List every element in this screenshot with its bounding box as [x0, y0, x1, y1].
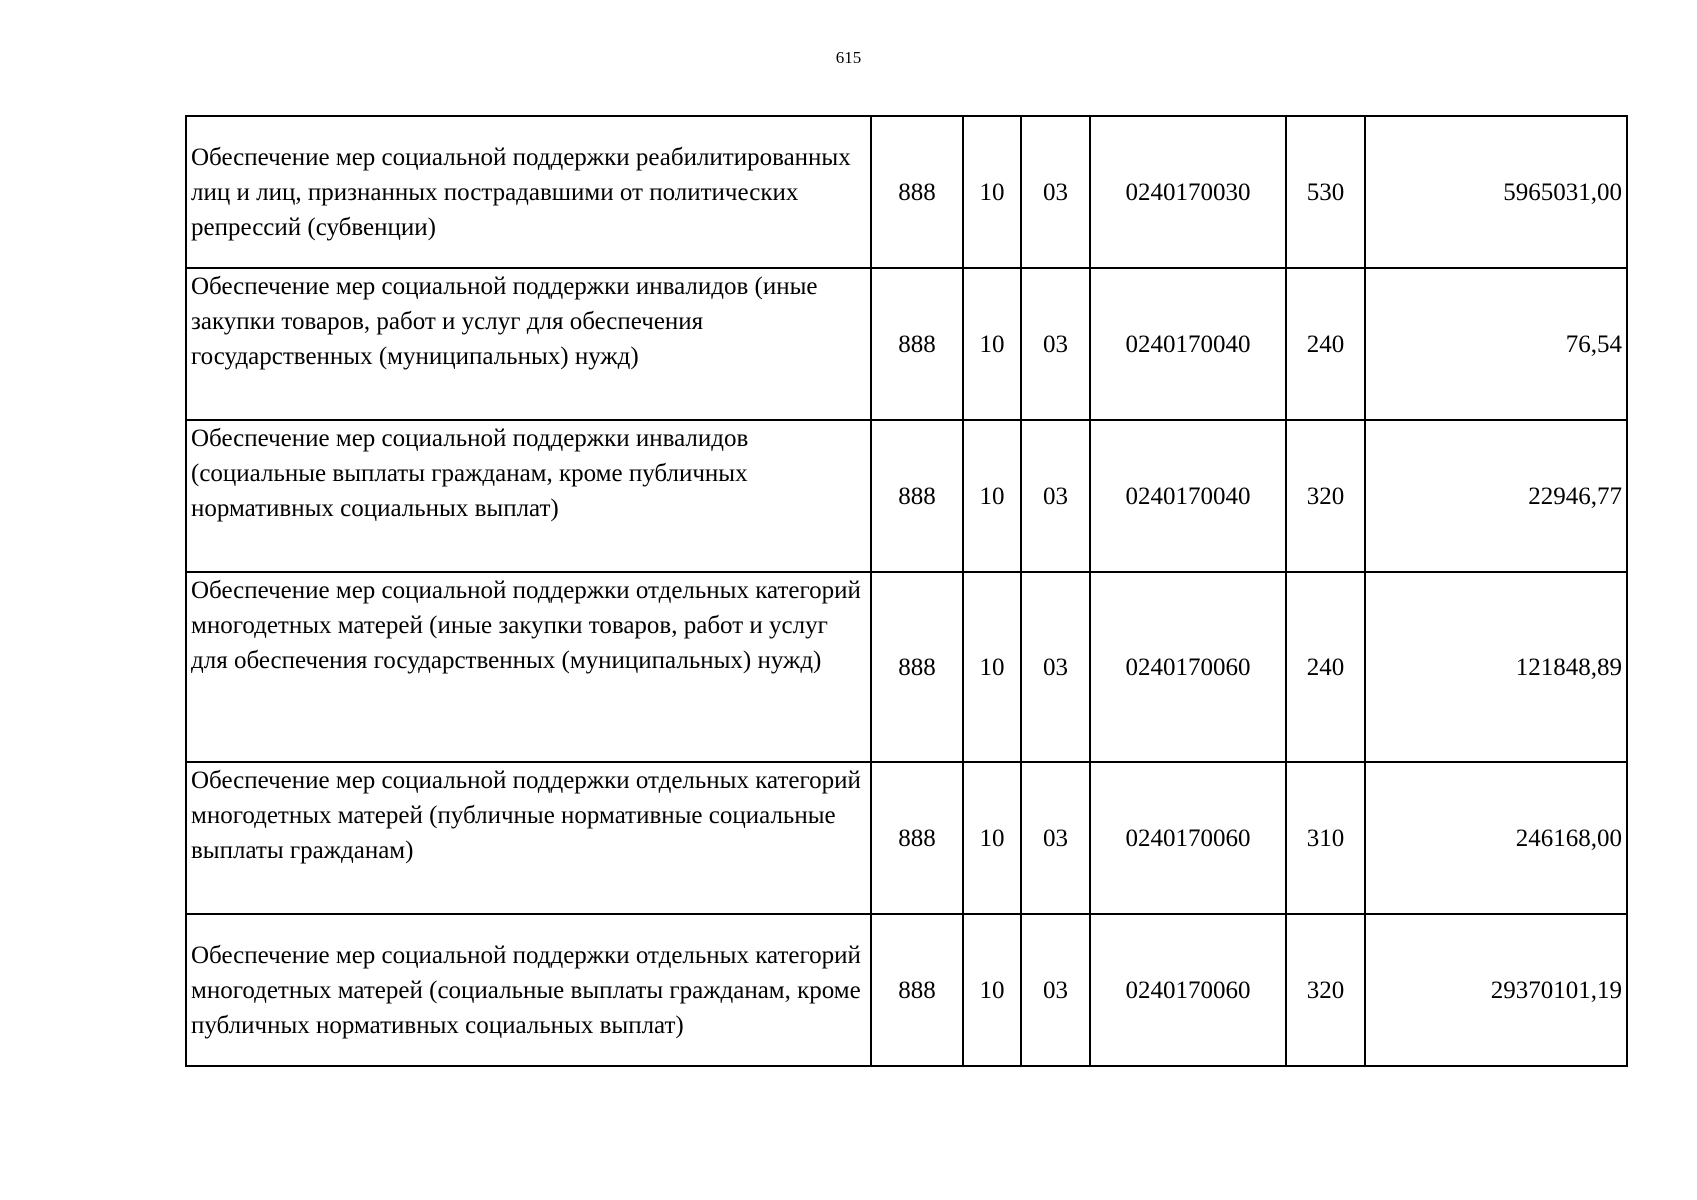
ministry-code: 888 — [871, 572, 963, 762]
expense-type-code: 320 — [1286, 914, 1365, 1066]
page-number: 615 — [835, 48, 862, 67]
table-row — [186, 572, 1627, 762]
ministry-code: 888 — [871, 116, 963, 268]
expense-type-code: 240 — [1286, 572, 1365, 762]
amount: 76,54 — [1365, 268, 1627, 420]
table-row — [186, 268, 1627, 420]
section-code: 10 — [963, 572, 1021, 762]
subsection-code: 03 — [1021, 762, 1090, 914]
amount: 5965031,00 — [1365, 116, 1627, 268]
target-article-code: 0240170040 — [1090, 420, 1286, 572]
ministry-code: 888 — [871, 762, 963, 914]
row-description: Обеспечение мер социальной поддержки отдельных категорий многодетных матерей (публичные нормативные социальные выплаты гражданам) — [186, 762, 871, 914]
table-row — [186, 420, 1627, 572]
table-row — [186, 914, 1627, 1066]
amount: 29370101,19 — [1365, 914, 1627, 1066]
row-description: Обеспечение мер социальной поддержки отдельных категорий многодетных матерей (социальные выплаты гражданам, кроме публичных нормативных социальных выплат) — [186, 914, 871, 1066]
row-description: Обеспечение мер социальной поддержки инвалидов (иные закупки товаров, работ и услуг для обеспечения государственных (муниципальных) нужд) — [186, 268, 871, 420]
section-code: 10 — [963, 116, 1021, 268]
expense-type-code: 320 — [1286, 420, 1365, 572]
subsection-code: 03 — [1021, 914, 1090, 1066]
ministry-code: 888 — [871, 420, 963, 572]
row-description: Обеспечение мер социальной поддержки реабилитированных лиц и лиц, признанных пострадавшими от политических репрессий (субвенции) — [186, 116, 871, 268]
budget-table — [185, 115, 1628, 1067]
row-description: Обеспечение мер социальной поддержки отдельных категорий многодетных матерей (иные закупки товаров, работ и услуг для обеспечения государственных (муниципальных) нужд) — [186, 572, 871, 762]
target-article-code: 0240170040 — [1090, 268, 1286, 420]
target-article-code: 0240170030 — [1090, 116, 1286, 268]
target-article-code: 0240170060 — [1090, 762, 1286, 914]
amount: 246168,00 — [1365, 762, 1627, 914]
section-code: 10 — [963, 762, 1021, 914]
subsection-code: 03 — [1021, 572, 1090, 762]
table-row — [186, 116, 1627, 268]
amount: 121848,89 — [1365, 572, 1627, 762]
table-row — [186, 762, 1627, 914]
target-article-code: 0240170060 — [1090, 914, 1286, 1066]
subsection-code: 03 — [1021, 420, 1090, 572]
subsection-code: 03 — [1021, 116, 1090, 268]
section-code: 10 — [963, 914, 1021, 1066]
subsection-code: 03 — [1021, 268, 1090, 420]
section-code: 10 — [963, 268, 1021, 420]
section-code: 10 — [963, 420, 1021, 572]
target-article-code: 0240170060 — [1090, 572, 1286, 762]
row-description: Обеспечение мер социальной поддержки инвалидов (социальные выплаты гражданам, кроме публичных нормативных социальных выплат) — [186, 420, 871, 572]
ministry-code: 888 — [871, 914, 963, 1066]
expense-type-code: 310 — [1286, 762, 1365, 914]
expense-type-code: 240 — [1286, 268, 1365, 420]
amount: 22946,77 — [1365, 420, 1627, 572]
expense-type-code: 530 — [1286, 116, 1365, 268]
ministry-code: 888 — [871, 268, 963, 420]
